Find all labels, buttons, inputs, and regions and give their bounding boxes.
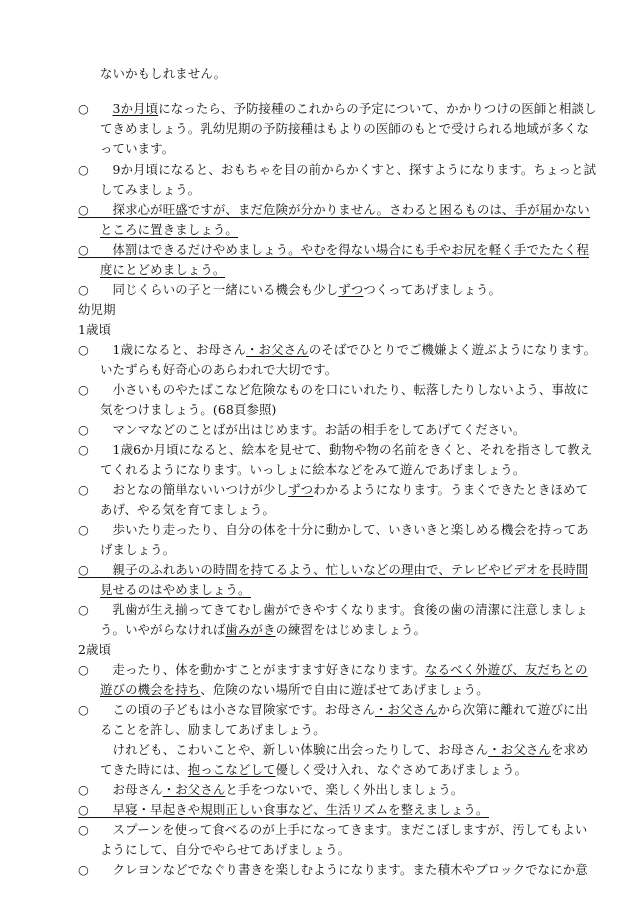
text-segment	[100, 101, 113, 116]
text-line	[100, 742, 589, 758]
text-segment: この頃の子どもは小さな冒険家です。お母さん	[100, 702, 375, 717]
text-segment: 2歳頃	[78, 642, 112, 657]
text-segment: ところに置きましょう。	[100, 222, 238, 237]
text-segment: ないかもしれません。	[100, 66, 227, 81]
text-segment: けれども、こわいことや、新しい体験に出会ったりして、お母さん	[100, 742, 489, 757]
text-segment: 見せるのはやめましょう。	[100, 582, 251, 597]
text-line	[78, 662, 588, 678]
text-segment: 親子のふれあいの時間を持てるよう、忙しいなどの理由で、テレビやビデオを長時間	[100, 562, 589, 577]
text-segment: 気をつけましょう。(68頁参照)	[100, 402, 277, 417]
bullet-circle: ○	[78, 162, 89, 177]
bullet-circle: ○	[78, 482, 89, 497]
text-segment: 1歳6か月頃になると、絵本を見せて、動物や物の名前をきくと、それを指さして教え	[100, 442, 593, 457]
text-line	[78, 782, 463, 798]
bullet-circle: ○	[78, 522, 89, 537]
underlined-text: 3か月頃	[112, 101, 159, 116]
bullet-circle: ○	[78, 342, 89, 357]
text-line	[78, 422, 525, 438]
text-line	[78, 642, 111, 658]
underlined-text: 抱っこなどして	[187, 762, 276, 777]
text-line	[78, 342, 596, 358]
text-segment: てきめましょう。乳幼児期の予防接種はもよりの医師のもとで受けられる地域が多くな	[100, 121, 590, 136]
bullet-circle: ○	[78, 802, 89, 817]
text-line	[78, 562, 588, 578]
text-segment: お母さん	[100, 782, 163, 797]
text-segment: 、危険のない場所で自由に遊ばせてあげましょう。	[200, 682, 489, 697]
text-segment: っています。	[100, 141, 175, 156]
text-segment: あげ、やる気を育てましょう。	[100, 502, 276, 517]
text-line	[78, 202, 590, 218]
underlined-text: ・お父さん	[245, 342, 309, 357]
text-line	[78, 482, 588, 498]
underlined-text: ・お父さん	[162, 782, 226, 797]
text-line	[100, 141, 174, 157]
underlined-text: 歯みがき	[225, 622, 276, 637]
text-line	[78, 302, 116, 318]
text-segment: 乳歯が生え揃ってきてむし歯ができやすくなります。食後の歯の清潔に注意しましょ	[100, 602, 589, 617]
text-segment: の練習をはじめましょう。	[275, 622, 427, 637]
bullet-circle: ○	[78, 822, 89, 837]
text-line	[78, 242, 589, 258]
text-line	[100, 121, 589, 137]
text-line	[78, 822, 587, 838]
text-line	[100, 502, 275, 518]
bullet-circle: ○	[78, 602, 89, 617]
text-line	[100, 682, 489, 698]
text-segment: おとなの簡単ないいつけが少し	[100, 482, 289, 497]
text-line	[100, 182, 200, 198]
text-line	[100, 842, 350, 858]
text-segment: 小さいものやたばこなど危険なものを口にいれたり、転落したりしないよう、事故に	[100, 382, 590, 397]
text-line	[100, 762, 527, 778]
text-segment: 度にとどめましょう。	[100, 262, 226, 277]
text-segment: 同じくらいの子と一緒にいる機会も少し	[100, 282, 339, 297]
text-line	[100, 262, 225, 278]
underlined-text: 遊びの機会を持ち	[100, 682, 201, 697]
bullet-circle: ○	[78, 782, 89, 797]
text-segment: 優しく受け入れ、なぐさめてあげましょう。	[275, 762, 528, 777]
underlined-text: なるべく外遊び、友だちとの	[425, 662, 588, 677]
bullet-circle: ○	[78, 422, 89, 437]
bullet-circle: ○	[78, 442, 89, 457]
text-line	[78, 322, 111, 338]
text-line	[78, 802, 489, 818]
bullet-circle: ○	[78, 242, 89, 257]
text-segment: 走ったり、体を動かすことがますます好きになります。	[100, 662, 426, 677]
bullet-circle: ○	[78, 662, 89, 677]
text-line	[78, 862, 588, 878]
text-segment: 探求心が旺盛ですが、まだ危険が分かりません。さわると困るものは、手が届かない	[100, 202, 590, 217]
text-line	[78, 101, 597, 117]
text-segment: 1歳頃	[78, 322, 112, 337]
text-line	[78, 282, 501, 298]
underlined-text: ・お父さん	[488, 742, 551, 757]
text-segment: スプーンを使って食べるのが上手になってきます。まだこぼしますが、汚してもよい	[100, 822, 588, 837]
text-segment: になったら、予防接種のこれからの予定について、かかりつけの医師と相談し	[158, 101, 597, 116]
text-line	[78, 702, 588, 718]
text-line	[100, 582, 251, 598]
bullet-circle: ○	[78, 101, 89, 116]
underlined-text: ・お父さん	[374, 702, 438, 717]
text-segment: 1歳になると、お母さん	[100, 342, 246, 357]
text-segment: わかるようになります。うまくできたときほめて	[313, 482, 589, 497]
text-segment: う。いやがらなければ	[100, 622, 226, 637]
text-segment: つくってあげましょう。	[363, 282, 502, 297]
text-segment: と手をつないで、楽しく外出しましょう。	[225, 782, 464, 797]
bullet-circle: ○	[78, 282, 89, 297]
text-segment: を求め	[550, 742, 589, 757]
bullet-circle: ○	[78, 202, 89, 217]
text-segment: ることを許し、励ましてあげましょう。	[100, 722, 326, 737]
text-segment: してみましょう。	[100, 182, 201, 197]
text-line	[100, 722, 326, 738]
text-segment: から次第に離れて遊びに出	[437, 702, 589, 717]
text-segment: のそばでひとりでご機嫌よく遊ぶようになります。	[308, 342, 597, 357]
text-segment: げましょう。	[100, 542, 176, 557]
text-line	[78, 602, 588, 618]
text-line	[100, 462, 525, 478]
text-line	[78, 522, 589, 538]
bullet-circle: ○	[78, 862, 89, 877]
text-segment: クレヨンなどでなぐり書きを楽しむようになります。また積木やブロックでなにか意	[100, 862, 588, 877]
bullet-circle: ○	[78, 382, 89, 397]
text-line	[100, 66, 226, 82]
text-segment: 早寝・早起きや規則正しい食事など、生活リズムを整えましょう。	[100, 802, 489, 817]
text-line	[78, 382, 589, 398]
text-segment: いたずらも好奇心のあらわれで大切です。	[100, 362, 338, 377]
text-line	[100, 402, 277, 418]
text-segment: 歩いたり走ったり、自分の体を十分に動かして、いきいきと楽しめる機会を持ってあ	[100, 522, 589, 537]
text-line	[100, 222, 238, 238]
underlined-text: ずつ	[338, 282, 364, 297]
text-line	[100, 362, 337, 378]
text-line	[78, 442, 592, 458]
text-segment: マンマなどのことばが出はじめます。お話の相手をしてあげてください。	[100, 422, 526, 437]
text-line	[100, 622, 426, 638]
text-segment: てきた時には、	[100, 762, 188, 777]
text-line	[78, 162, 596, 178]
bullet-circle: ○	[78, 562, 89, 577]
text-segment: ようにして、自分でやらせてあげましょう。	[100, 842, 351, 857]
text-line	[100, 542, 175, 558]
text-segment: てくれるようになります。いっしょに絵本などをみて遊んであげましょう。	[100, 462, 526, 477]
underlined-text: ずつ	[288, 482, 314, 497]
text-segment: 幼児期	[78, 302, 116, 317]
text-segment: 体罰はできるだけやめましょう。やむを得ない場合にも手やお尻を軽く手でたたく程	[100, 242, 590, 257]
bullet-circle: ○	[78, 702, 89, 717]
text-segment: 9か月頃になると、おもちゃを目の前からかくすと、探すようになります。ちょっと試	[100, 162, 597, 177]
